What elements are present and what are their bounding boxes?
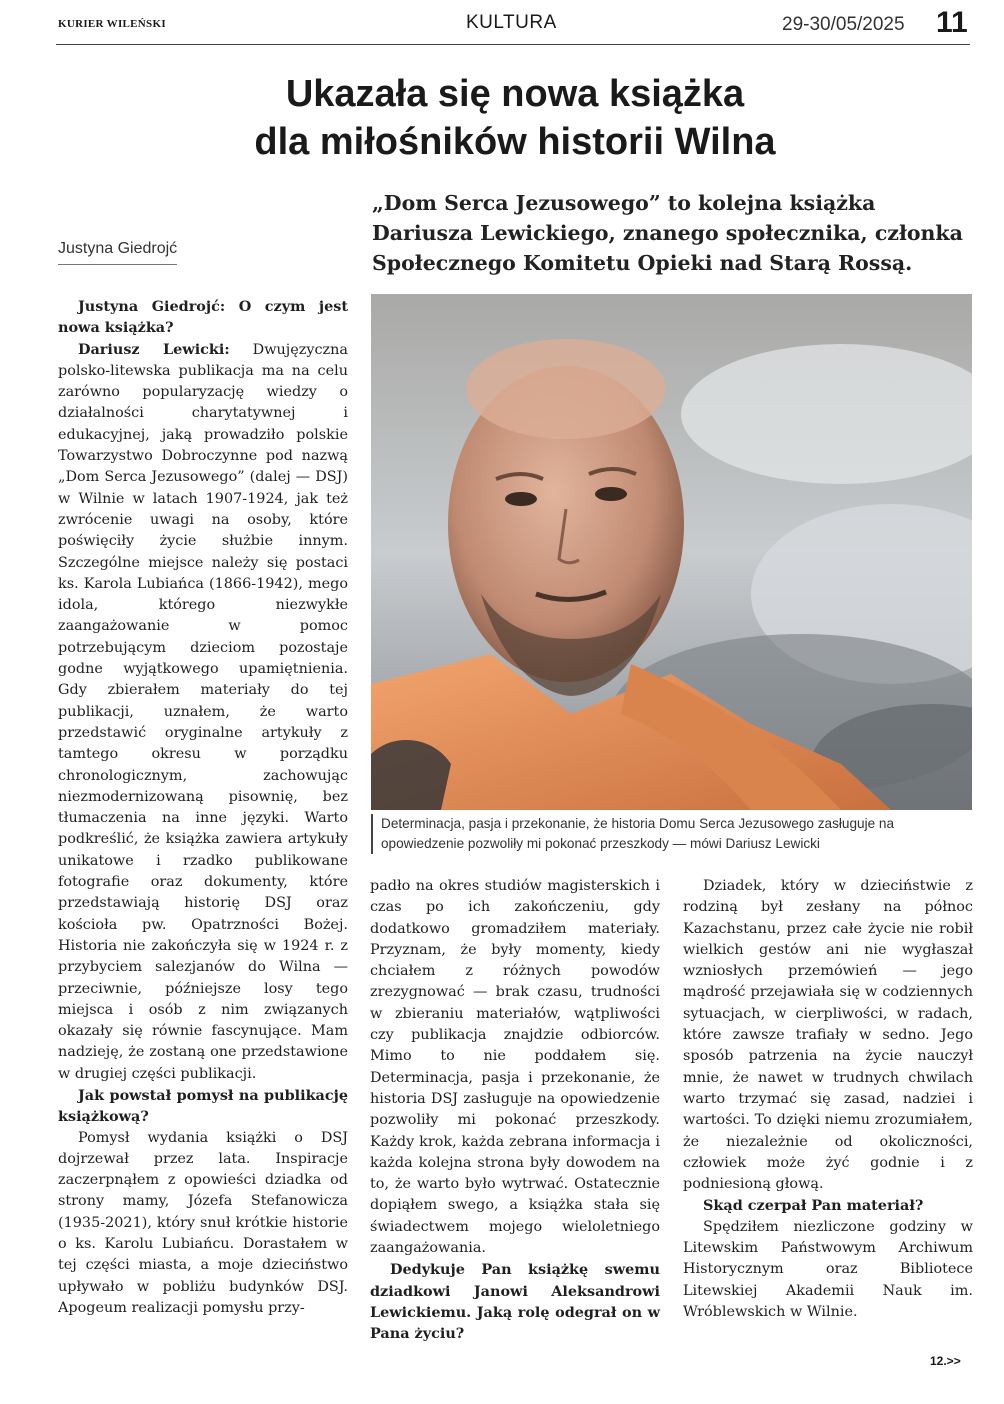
page-header <box>0 0 1004 44</box>
issue-date: 29-30/05/2025 <box>782 14 905 35</box>
question-3: Dedykuje Pan książkę swemu dziadkowi Janowi Aleksandrowi Lewickiemu. Jaką rolę odegrał on w Pana życiu? <box>370 1261 660 1343</box>
answer-1 <box>58 339 348 1085</box>
question-4: Skąd czerpał Pan materiał? <box>703 1197 924 1215</box>
answer-2: Pomysł wydania książki o DSJ dojrzewał przez lata. Inspiracje zaczerpnąłem z opowieści dziadka od strony mamy, Józefa Stefanowicza (1935-2021), który snuł krótkie historie o ks. Karolu Lubiańcu. Dorastałem w tej części miasta, a moje dzieciństwo upływało w pobliżu budynków DSJ. Apogeum realizacji pomysłu przy- <box>58 1129 348 1316</box>
section-title: KULTURA <box>466 12 557 33</box>
text-column-2 <box>370 876 660 1345</box>
text-column-3 <box>683 876 973 1323</box>
headline-line-1: Ukazała się nowa książka <box>285 73 745 115</box>
answer-4: Spędziłem niezliczone godziny w Litewskim Państwowym Archiwum Historycznym oraz Bibliotece Litewskiej Akademii Nauk im. Wróblewskich w Wilnie. <box>683 1218 973 1320</box>
masthead: KURIER WILEŃSKI <box>58 18 166 30</box>
question-1: Justyna Giedrojć: O czym jest nowa książka? <box>58 298 348 337</box>
headline-line-2: dla miłośników historii Wilna <box>254 121 776 163</box>
question-2: Jak powstał pomysł na publikację książkową? <box>58 1086 348 1126</box>
speaker-name: Dariusz Lewicki: <box>78 340 230 358</box>
answer-1-text: Dwujęzyczna polsko-litewska publikacja ma na celu zarówno popularyzację wiedzy o działalności charytatywnej i edukacyjnej, jaką prowadziło polskie Towarzystwo Dobroczynne pod nazwą „Dom Serca Jezusowego” (dalej — DSJ) w Wilnie w latach 1907-1924, jak też zwrócenie uwagi na osoby, które poświęciły życie służbie innym. Szczególne miejsce należy się postaci ks. Karola Lubiańca (1866-1942), mego idola, którego niezwykłe zaangażowanie w pomoc potrzebującym dzieciom pozostaje godne wyjątkowego upamiętnienia. Gdy zbierałem materiały do tej publikacji, uznałem, że warto przedstawić oryginalne artykuły z tamtego okresu w porządku chronologicznym, zachowując niezmodernizowaną pisownię, bez tłumaczenia na inne języki. Warto podkreślić, że książka zawiera artykuły unikatowe i rzadko publikowane fotografie oraz dokumenty, które przedstawiają historię DSJ oraz kościoła pw. Opatrzności Bożej. Historia nie zakończyła się w 1924 r. z przybyciem salezjanów do Wilna — przeciwnie, późniejsze losy tego miejsca i osób z nim związanych okazały się równie fascynujące. Mam nadzieję, że zostaną one przedstawione w drugiej części publikacji. <box>58 341 348 1082</box>
headline <box>60 70 970 166</box>
photo-caption: Determinacja, pasja i przekonanie, że historia Domu Serca Jezusowego zasługuje na opowiedzenie pozwoliły mi pokonać przeszkody — mówi Dariusz Lewicki <box>371 814 971 854</box>
page-number: 11 <box>936 6 968 39</box>
author-photo <box>371 294 972 810</box>
text-column-1 <box>58 296 348 1319</box>
answer-3: Dziadek, który w dzieciństwie z rodziną był zesłany na północ Kazachstanu, przez całe życie nie robił wielkich gestów ani nie wygłaszał wzniosłych przemówień — jego mądrość przejawiała się w codziennych sytuacjach, w cierpliwości, w radach, które zawsze trafiały w sedno. Jego sposób patrzenia na życie nauczył mnie, że nawet w trudnych chwilach warto trzymać się zasad, nadziei i wartości. To dzięki niemu zrozumiałem, że niezależnie od okoliczności, człowiek może żyć godnie i z podniesioną głową. <box>683 878 973 1193</box>
answer-2-continued: padło na okres studiów magisterskich i czas po ich zakończeniu, gdy dodatkowo gromadziłem materiały. Przyznam, że były momenty, kiedy chciałem z różnych powodów zrezygnować — brak czasu, trudności w zbieraniu materiałów, wątpliwości czy publikacja znajdzie odbiorców. Mimo to nie poddałem się. Determinacja, pasja i przekonanie, że historia DSJ zasługuje na opowiedzenie pozwoliły mi pokonać przeszkody. Każdy krok, każda zebrana informacja i każda kolejna strona były dowodem na to, że warto było wytrwać. Ostatecznie dopiąłem swego, a książka stała się świadectwem mojego wieloletniego zaangażowania. <box>370 878 660 1257</box>
continued-on-page-link[interactable]: 12.>> <box>930 1354 961 1368</box>
header-divider <box>56 44 970 45</box>
lead-paragraph: „Dom Serca Jezusowego” to kolejna książka Dariusza Lewickiego, znanego społecznika, członka Społecznego Komitetu Opieki nad Starą Rossą. <box>372 191 963 275</box>
author-byline: Justyna Giedrojć <box>58 240 177 265</box>
